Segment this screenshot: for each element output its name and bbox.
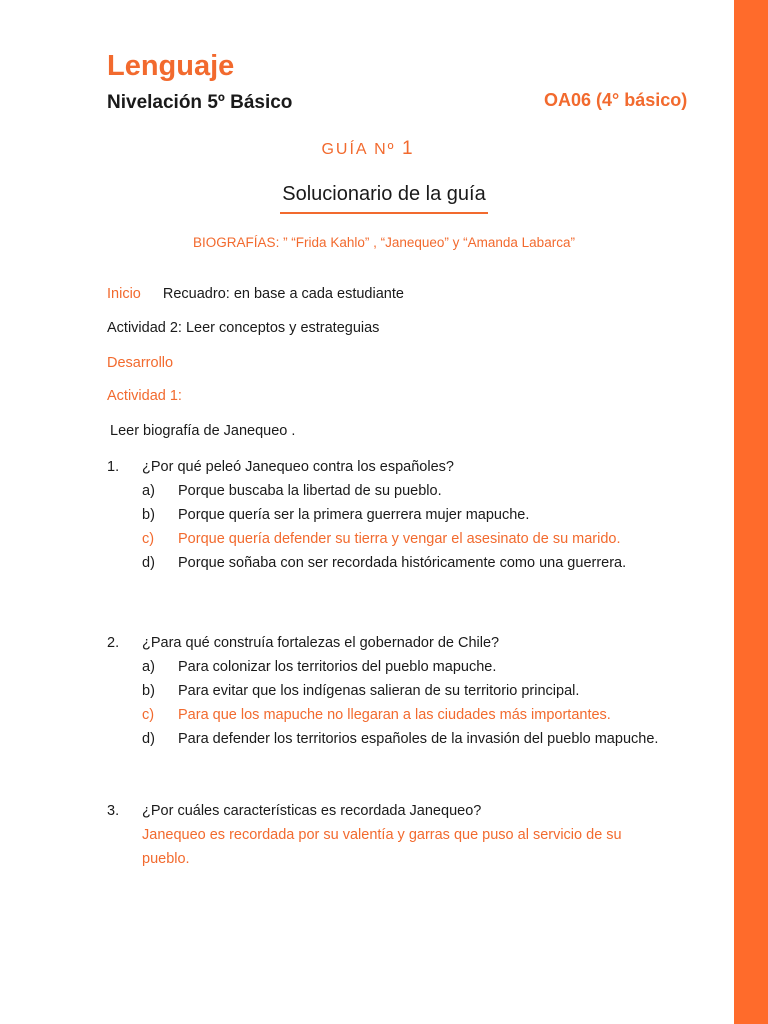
option-letter: c) <box>142 531 155 547</box>
option-text: Porque quería ser la primera guerrera mujer mapuche. <box>178 507 530 523</box>
page-title: Lenguaje <box>107 50 235 82</box>
question-number: 1. <box>107 459 120 475</box>
question-number: 3. <box>107 803 120 819</box>
option-letter: c) <box>142 707 155 723</box>
option-a <box>142 479 661 503</box>
option-b <box>142 679 661 703</box>
guide-number: 1 <box>401 138 413 159</box>
actividad-1-label: Actividad 1: <box>107 388 182 404</box>
option-letter: b) <box>142 507 155 523</box>
option-text: Porque soñaba con ser recordada históricamente como una guerrera. <box>178 555 627 571</box>
question-number: 2. <box>107 635 120 651</box>
question-text: ¿Para qué construía fortalezas el gobernador de Chile? <box>142 635 500 651</box>
option-text: Para colonizar los territorios del pueblo mapuche. <box>178 659 497 675</box>
option-text: Para defender los territorios españoles de la invasión del pueblo mapuche. <box>178 731 659 747</box>
objective-code: OA06 (4° básico) <box>544 90 688 110</box>
guide-label-text: GUÍA Nº <box>321 141 396 158</box>
inicio-label: Inicio <box>107 286 141 302</box>
option-letter: a) <box>142 659 155 675</box>
option-c-correct <box>142 703 661 727</box>
question-3 <box>107 799 661 871</box>
reading-instruction: Leer biografía de Janequeo . <box>110 423 296 439</box>
option-b <box>142 503 661 527</box>
option-text: Para que los mapuche no llegaran a las ciudades más importantes. <box>178 707 611 723</box>
page-subtitle: Nivelación 5º Básico <box>107 92 293 113</box>
inicio-line <box>107 286 404 302</box>
inicio-text: Recuadro: en base a cada estudiante <box>162 286 404 302</box>
guide-label <box>0 138 734 160</box>
question-2 <box>107 631 661 751</box>
option-letter: d) <box>142 555 155 571</box>
side-accent-bar <box>734 0 768 1024</box>
answer-text: Janequeo es recordada por su valentía y garras que puso al servicio de su pueblo. <box>142 827 622 867</box>
question-text: ¿Por qué peleó Janequeo contra los españoles? <box>142 459 454 475</box>
option-letter: d) <box>142 731 155 747</box>
option-d <box>142 551 661 575</box>
option-letter: a) <box>142 483 155 499</box>
question-1 <box>107 455 661 575</box>
option-letter: b) <box>142 683 155 699</box>
document-heading: Solucionario de la guía <box>280 183 487 214</box>
biographies-line: BIOGRAFÍAS: ” “Frida Kahlo” , “Janequeo” y “Amanda Labarca” <box>193 235 575 250</box>
question-text: ¿Por cuáles características es recordada Janequeo? <box>142 803 482 819</box>
option-c-correct <box>142 527 661 551</box>
option-d <box>142 727 661 751</box>
option-text: Porque buscaba la libertad de su pueblo. <box>178 483 442 499</box>
heading-wrapper <box>0 183 768 214</box>
option-a <box>142 655 661 679</box>
option-text: Para evitar que los indígenas salieran de su territorio principal. <box>178 683 580 699</box>
actividad-2-line: Actividad 2: Leer conceptos y estrateguias <box>107 320 380 336</box>
option-text: Porque quería defender su tierra y vengar el asesinato de su marido. <box>178 531 621 547</box>
desarrollo-label: Desarrollo <box>107 355 174 371</box>
